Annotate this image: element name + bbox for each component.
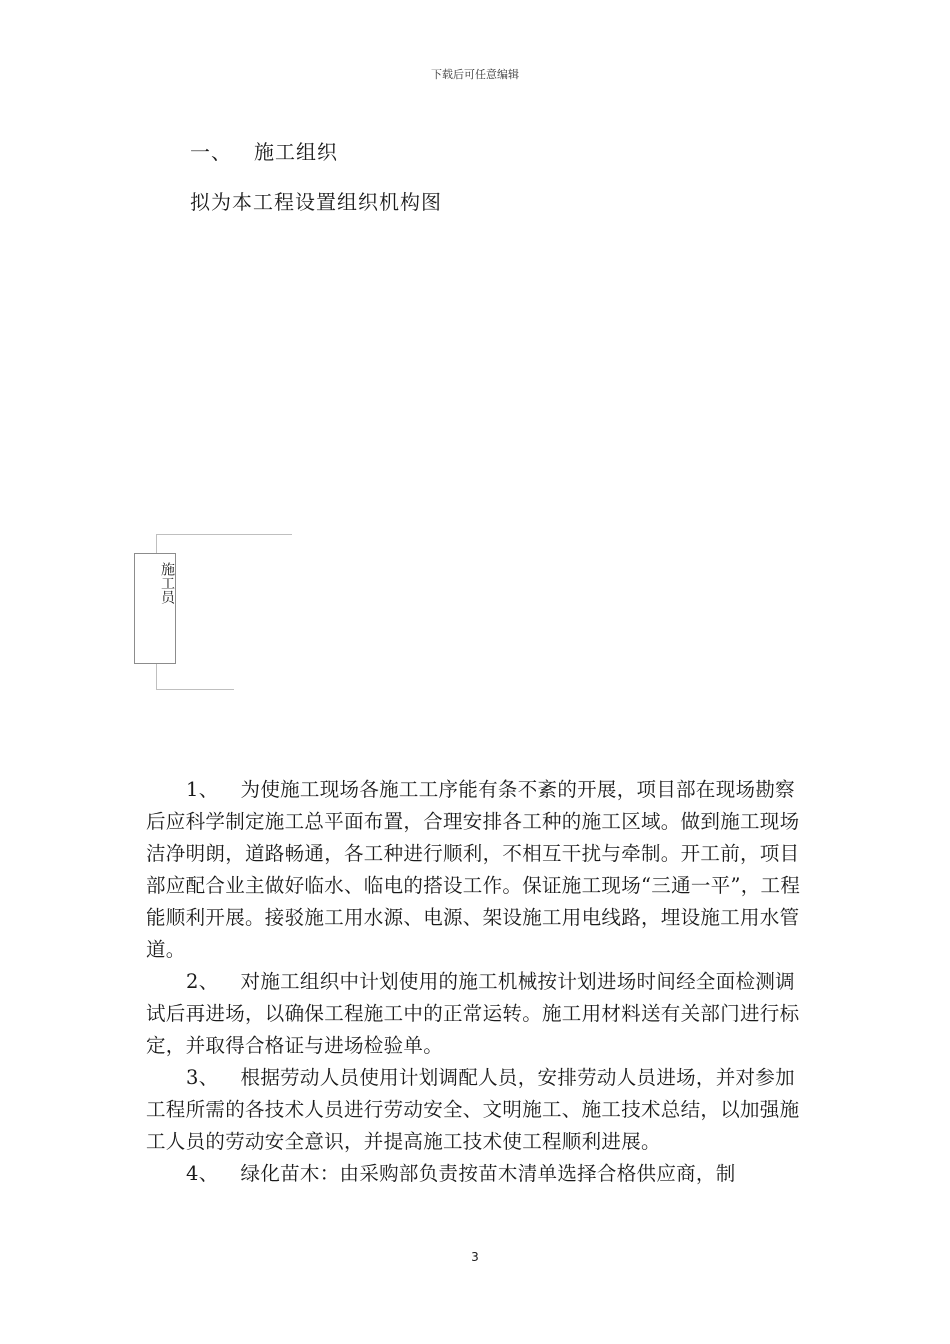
paragraph-text: 根据劳动人员使用计划调配人员，安排劳动人员进场，并对参加工程所需的各技术人员进行劳动安全、文明施工、施工技术总结，以加强施工人员的劳动安全意识，并提高施工技术使工程顺利进展。 bbox=[146, 1066, 800, 1153]
paragraph-number: 1、 bbox=[186, 778, 219, 801]
page-header: 下载后可任意编辑 bbox=[431, 68, 519, 81]
section-title: 施工组织 bbox=[254, 140, 338, 164]
paragraph-text: 为使施工现场各施工工序能有条不紊的开展，项目部在现场勘察后应科学制定施工总平面布置，合理安排各工种的施工区域。做到施工现场洁净明朗，道路畅通，各工种进行顺利，不相互干扰与牵制。开工前，项目部应配合业主做好临水、临电的搭设工作。保证施工现场“三通一平”，工程能顺利开展。接驳施工用水源、电源、架设施工用电线路，埋设施工用水管道。 bbox=[146, 778, 801, 961]
paragraph-text: 绿化苗木：由采购部负责按苗木清单选择合格供应商，制 bbox=[240, 1162, 736, 1185]
section-number: 一、 bbox=[190, 140, 232, 164]
org-box-constructor bbox=[134, 553, 176, 664]
org-connector-top-vertical bbox=[156, 534, 157, 553]
page-number: 3 bbox=[471, 1250, 479, 1264]
body-text bbox=[146, 774, 806, 1190]
paragraph-number: 4、 bbox=[186, 1162, 219, 1185]
paragraph-3 bbox=[146, 1062, 806, 1158]
org-connector-bottom-vertical bbox=[156, 664, 157, 690]
paragraph-number: 3、 bbox=[186, 1066, 219, 1089]
org-connector-bottom-horizontal bbox=[156, 689, 234, 690]
paragraph-4 bbox=[146, 1158, 806, 1190]
paragraph-2 bbox=[146, 966, 806, 1062]
paragraph-text: 对施工组织中计划使用的施工机械按计划进场时间经全面检测调试后再进场，以确保工程施工中的正常运转。施工用材料送有关部门进行标定，并取得合格证与进场检验单。 bbox=[146, 970, 800, 1057]
section-heading bbox=[190, 136, 338, 165]
org-chart-caption: 拟为本工程设置组织机构图 bbox=[190, 190, 442, 214]
paragraph-1 bbox=[146, 774, 806, 966]
org-connector-top-horizontal bbox=[156, 534, 292, 535]
org-box-label: 施工员 bbox=[159, 562, 175, 604]
paragraph-number: 2、 bbox=[186, 970, 219, 993]
